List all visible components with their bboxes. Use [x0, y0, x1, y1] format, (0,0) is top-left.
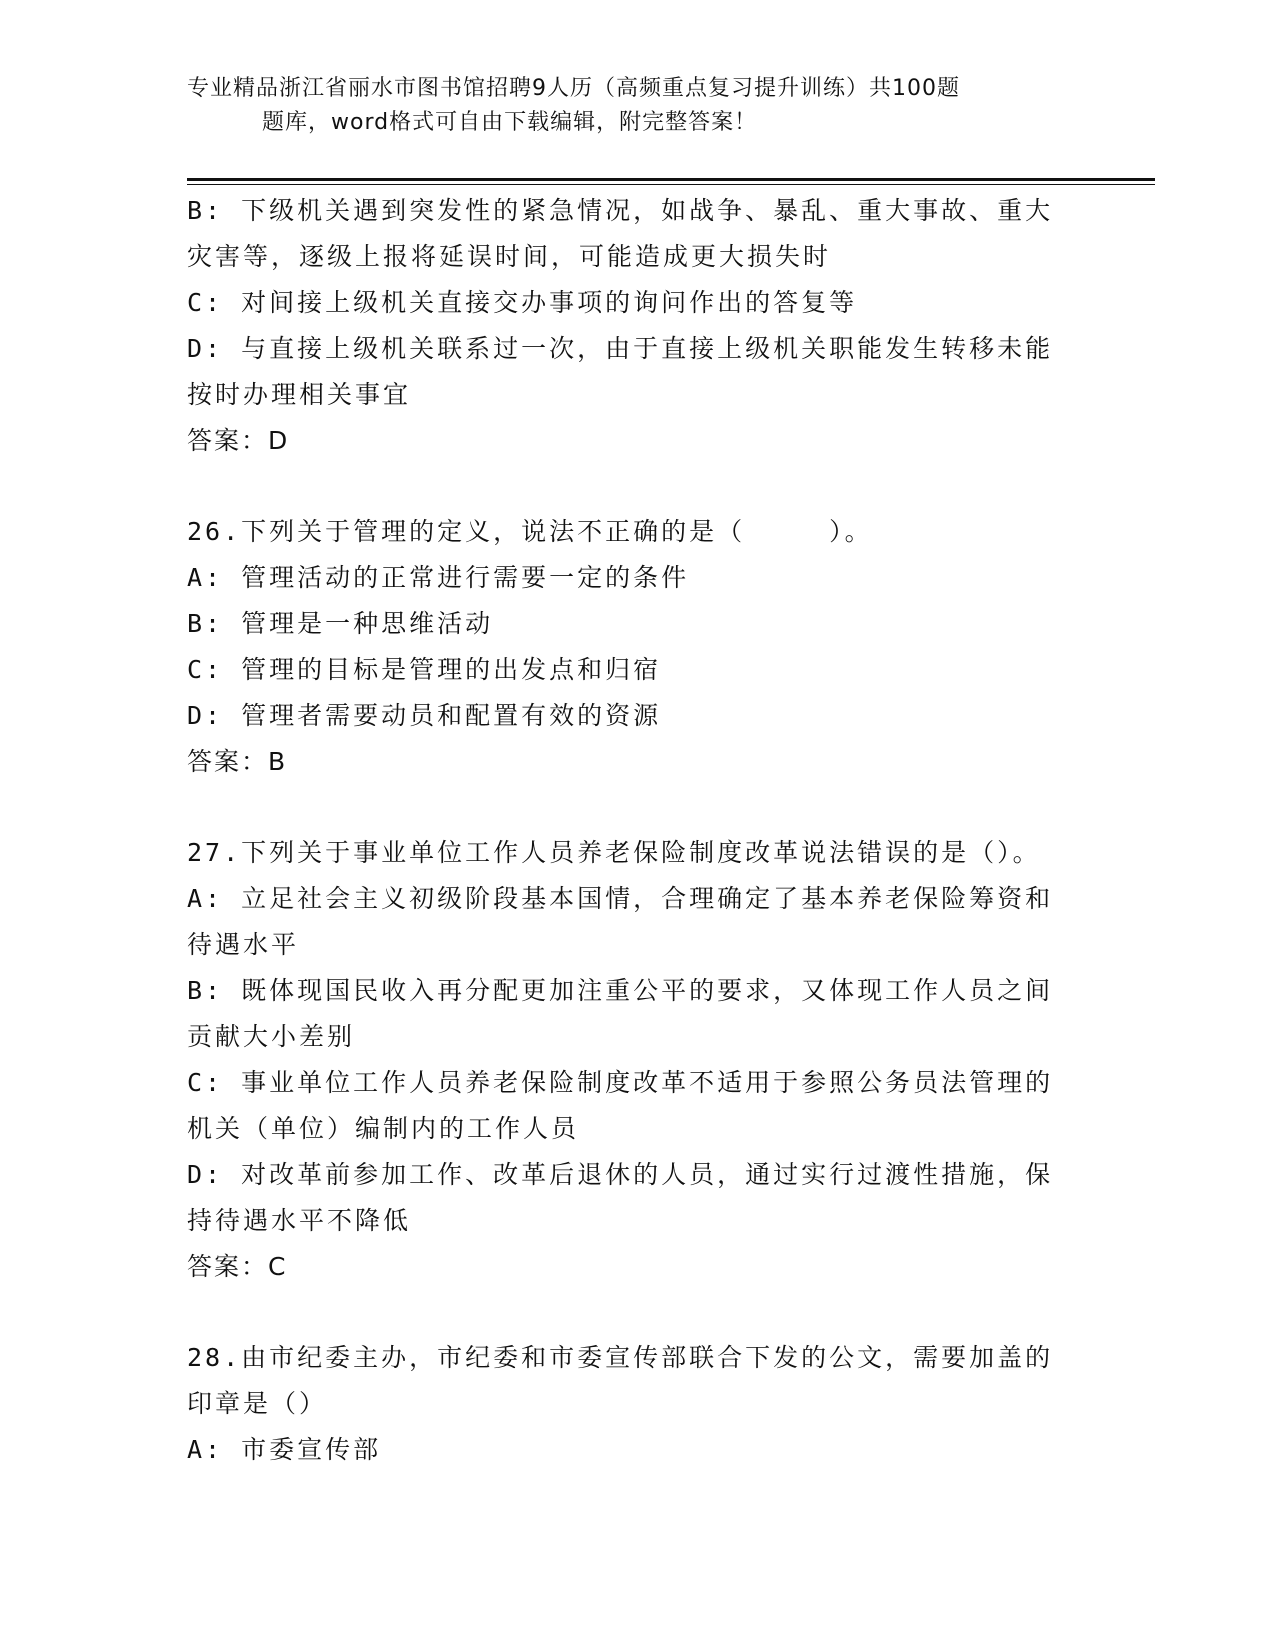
- question-26: [187, 509, 1077, 785]
- document-header: [187, 72, 1047, 140]
- q27-option-a: A: 立足社会主义初级阶段基本国情，合理确定了基本养老保险筹资和待遇水平: [187, 884, 1054, 959]
- q26-answer: 答案：B: [187, 747, 288, 776]
- q28-option-a: A: 市委宣传部: [187, 1435, 382, 1464]
- q25-option-d: D: 与直接上级机关联系过一次，由于直接上级机关职能发生转移未能按时办理相关事宜: [187, 334, 1054, 409]
- spacer: [187, 1290, 1077, 1335]
- q27-option-c: C: 事业单位工作人员养老保险制度改革不适用于参照公务员法管理的机关（单位）编制内的工作人员: [187, 1068, 1054, 1143]
- spacer: [187, 785, 1077, 830]
- q26-option-b: B: 管理是一种思维活动: [187, 609, 494, 638]
- q26-option-a: A: 管理活动的正常进行需要一定的条件: [187, 563, 690, 592]
- spacer: [187, 464, 1077, 509]
- q27-option-d: D: 对改革前参加工作、改革后退休的人员，通过实行过渡性措施，保持待遇水平不降低: [187, 1160, 1054, 1235]
- header-title-line2: 题库，word格式可自由下载编辑，附完整答案！: [262, 110, 758, 135]
- q26-option-c: C: 管理的目标是管理的出发点和归宿: [187, 655, 662, 684]
- question-27: [187, 830, 1077, 1290]
- question-28: [187, 1335, 1077, 1473]
- q25-option-c: C: 对间接上级机关直接交办事项的询问作出的答复等: [187, 288, 858, 317]
- q27-option-b: B: 既体现国民收入再分配更加注重公平的要求，又体现工作人员之间贡献大小差别: [187, 976, 1054, 1051]
- q27-answer: 答案：C: [187, 1252, 288, 1281]
- q28-question: 28.由市纪委主办，市纪委和市委宣传部联合下发的公文，需要加盖的印章是（）: [187, 1343, 1054, 1418]
- q26-question: 26.下列关于管理的定义，说法不正确的是（ ）。: [187, 517, 873, 546]
- question-25-continued: [187, 188, 1077, 464]
- header-divider-thick: [187, 178, 1155, 181]
- q25-option-b: B: 下级机关遇到突发性的紧急情况，如战争、暴乱、重大事故、重大灾害等，逐级上报将延误时间，可能造成更大损失时: [187, 196, 1054, 271]
- q25-answer: 答案：D: [187, 426, 290, 455]
- q27-question: 27.下列关于事业单位工作人员养老保险制度改革说法错误的是（）。: [187, 838, 1041, 867]
- document-body: [187, 188, 1077, 1473]
- q26-option-d: D: 管理者需要动员和配置有效的资源: [187, 701, 662, 730]
- header-divider-thin: [187, 184, 1155, 185]
- header-title-line1: 专业精品浙江省丽水市图书馆招聘9人历（高频重点复习提升训练）共100题: [187, 76, 960, 101]
